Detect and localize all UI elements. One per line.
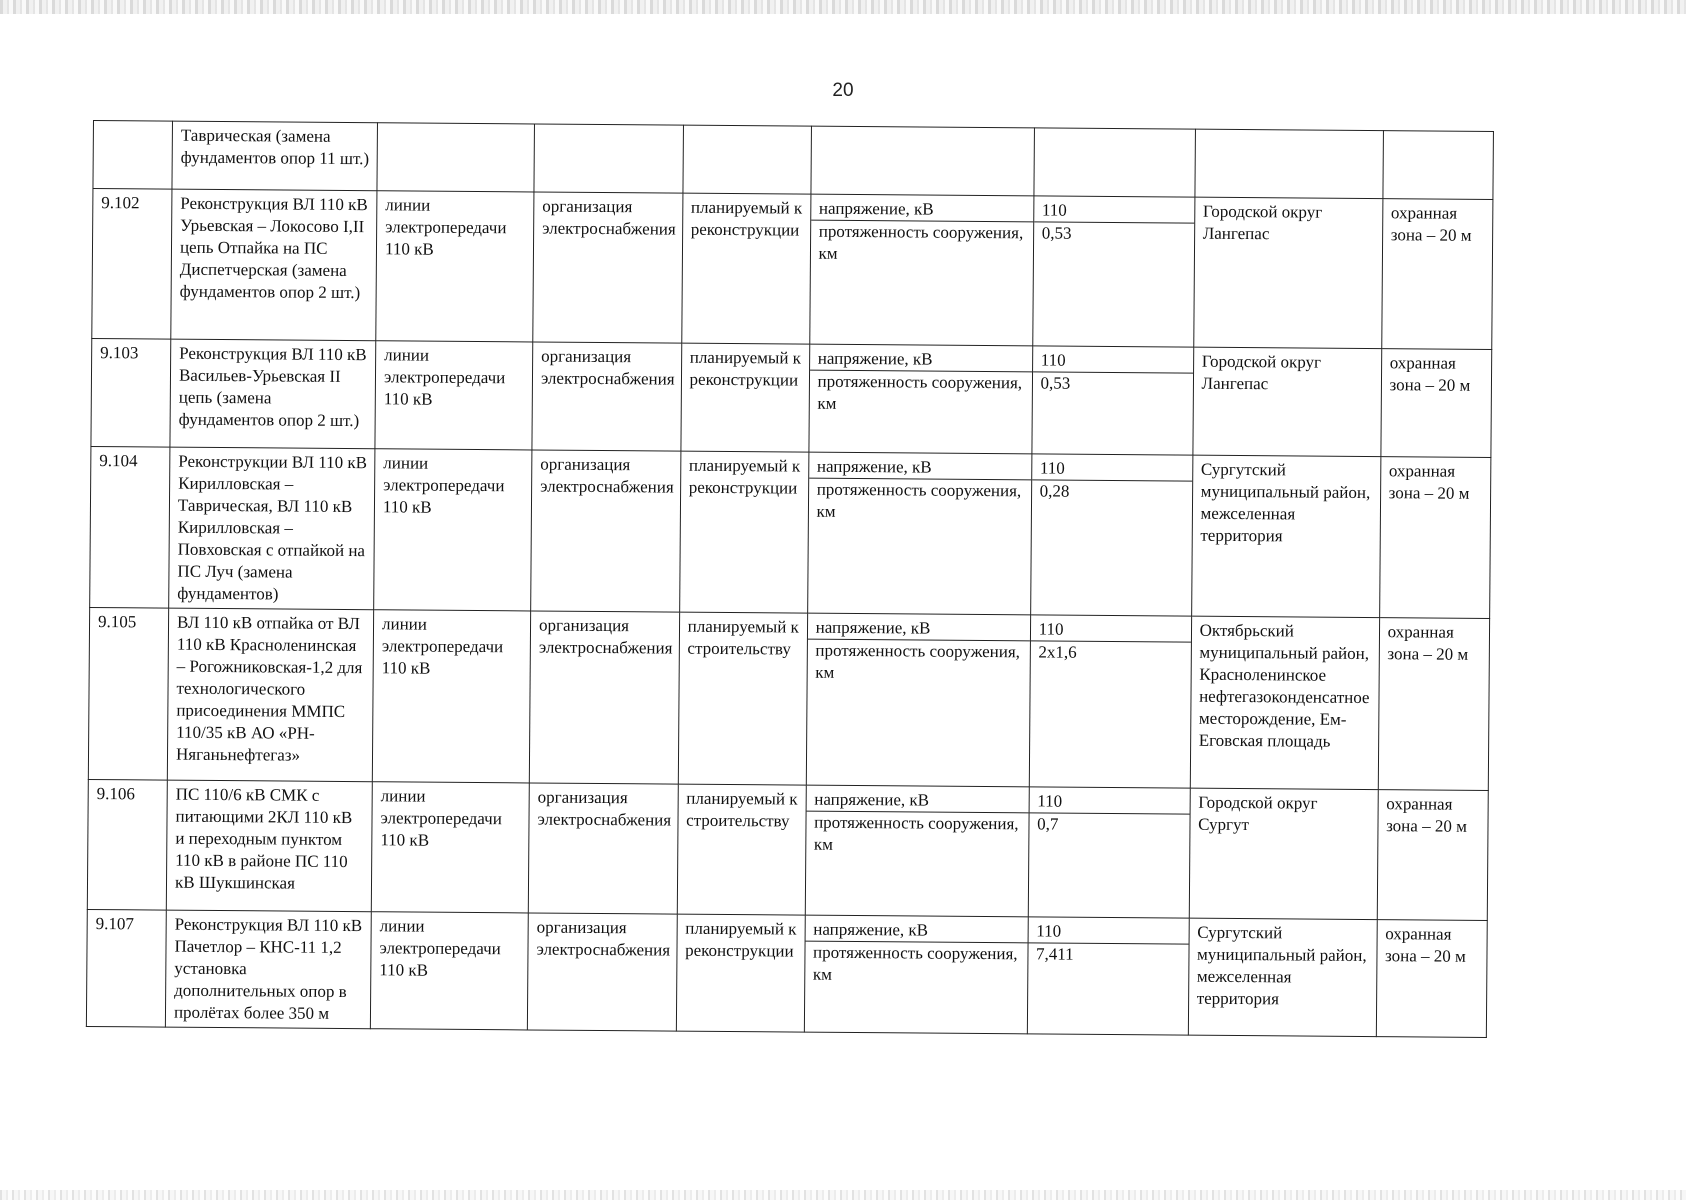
cell-param (804, 915, 1028, 1034)
cell-zone: охранная зона – 20 м (1379, 457, 1490, 619)
param-2: протяженность сооружения, км (812, 942, 1018, 984)
cell-num (93, 121, 173, 190)
cell-status (683, 125, 812, 194)
cell-param (806, 613, 1030, 787)
cell-status: планируемый к реконструкции (681, 343, 810, 452)
param-2: протяженность сооружения, км (813, 812, 1019, 854)
value-1: 110 (1031, 615, 1191, 642)
cell-value (1032, 196, 1194, 347)
cell-purpose: организация электроснабжения (531, 450, 681, 612)
cell-name: Реконструкция ВЛ 110 кВ Урьевская – Локосово I,II цепь Отпайка на ПС Диспетчерская (замена фундаментов опор 2 шт.) (171, 189, 377, 341)
cell-status: планируемый к реконструкции (676, 914, 805, 1032)
cell-purpose: организация электроснабжения (527, 913, 677, 1031)
cell-name: Реконструкция ВЛ 110 кВ Васильев-Урьевская II цепь (замена фундаментов опор 2 шт.) (170, 339, 376, 449)
cell-num: 9.102 (92, 189, 172, 340)
table-row (90, 446, 1491, 618)
cell-param (809, 194, 1033, 346)
param-1: напряжение, кВ (808, 614, 1030, 642)
cell-zone: охранная зона – 20 м (1377, 790, 1488, 921)
cell-status: планируемый к строительству (678, 612, 807, 785)
cell-name: ПС 110/6 кВ СМК с питающими 2КЛ 110 кВ и переходным пунктом 110 кВ в районе ПС 110 кВ Шукшинская (166, 780, 372, 912)
value-1: 110 (1028, 917, 1188, 944)
cell-param (805, 785, 1029, 917)
cell-num: 9.104 (90, 446, 170, 608)
table-row (91, 338, 1491, 457)
cell-location: Сургутский муниципальный район, межселенная территория (1188, 918, 1377, 1036)
param-1: напряжение, кВ (809, 453, 1031, 481)
param-1: напряжение, кВ (810, 345, 1032, 373)
value-2: 0,53 (1040, 373, 1071, 393)
cell-type (377, 123, 535, 192)
value-1: 110 (1032, 454, 1192, 481)
cell-type: линии электропередачи 110 кВ (370, 912, 528, 1030)
value-2: 0,53 (1041, 223, 1072, 243)
cell-param (809, 344, 1033, 454)
cell-num: 9.103 (91, 338, 171, 447)
cell-location: Сургутский муниципальный район, межселенная территория (1191, 455, 1380, 617)
cell-type: линии электропередачи 110 кВ (375, 341, 533, 450)
cell-value (1032, 346, 1194, 455)
table-row (87, 779, 1488, 920)
cell-zone: охранная зона – 20 м (1381, 199, 1492, 350)
value-2: 0,7 (1037, 814, 1059, 834)
cell-status: планируемый к реконструкции (681, 193, 810, 344)
cell-status: планируемый к строительству (677, 784, 806, 915)
value-2: 2х1,6 (1038, 642, 1077, 662)
param-1: напряжение, кВ (811, 195, 1033, 223)
cell-type: линии электропередачи 110 кВ (372, 610, 530, 783)
value-2: 7,411 (1036, 944, 1074, 964)
cell-num: 9.107 (86, 909, 166, 1027)
param-2: протяженность сооружения, км (815, 640, 1021, 682)
table-row (88, 607, 1489, 790)
cell-name: Таврическая (замена фундаментов опор 11 шт.) (172, 121, 378, 191)
cell-location: Городской округ Лангепас (1193, 197, 1382, 348)
cell-zone: охранная зона – 20 м (1376, 920, 1487, 1038)
scan-edge-top (0, 0, 1686, 14)
cell-type: линии электропередачи 110 кВ (376, 191, 534, 342)
cell-zone: охранная зона – 20 м (1378, 618, 1489, 791)
cell-name: ВЛ 110 кВ отпайка от ВЛ 110 кВ Красноленинская – Рогожниковская-1,2 для технологического присоединения ММПС 110/35 кВ АО «РН-Няганьнефтегаз» (167, 608, 373, 782)
page-number: 20 (832, 80, 854, 101)
cell-param (807, 452, 1031, 615)
cell-purpose: организация электроснабжения (528, 783, 678, 914)
cell-purpose (534, 124, 683, 193)
cell-type: линии электропередачи 110 кВ (374, 449, 532, 611)
cell-value (1034, 128, 1196, 197)
cell-name: Реконструкции ВЛ 110 кВ Кирилловская – Таврическая, ВЛ 110 кВ Кирилловская – Повховская с отпайкой на ПС Луч (замена фундаментов) (169, 447, 375, 610)
value-1: 110 (1029, 787, 1189, 814)
cell-location (1195, 129, 1384, 198)
table-row-continuation (93, 121, 1493, 200)
cell-value (1029, 615, 1191, 788)
cell-value (1027, 917, 1189, 1035)
param-1: напряжение, кВ (806, 786, 1028, 814)
param-2: протяженность сооружения, км (816, 479, 1022, 521)
table-row (92, 189, 1493, 350)
cell-location: Городской округ Лангепас (1193, 347, 1382, 456)
cell-name: Реконструкция ВЛ 110 кВ Пачетлор – КНС-11 1,2 установка дополнительных опор в пролётах более 350 м (165, 910, 371, 1029)
cell-zone: охранная зона – 20 м (1381, 349, 1492, 458)
infrastructure-table (86, 120, 1494, 1038)
cell-zone (1383, 131, 1494, 200)
table-row (86, 909, 1486, 1037)
cell-num: 9.106 (87, 779, 167, 910)
cell-num: 9.105 (88, 607, 168, 780)
value-1: 110 (1033, 346, 1193, 373)
cell-purpose: организация электроснабжения (532, 342, 681, 451)
param-2: протяженность сооружения, км (817, 371, 1023, 413)
cell-location: Городской округ Сургут (1189, 788, 1378, 919)
value-1: 110 (1034, 196, 1194, 223)
cell-param (811, 126, 1035, 196)
cell-value (1030, 454, 1192, 616)
cell-type: линии электропередачи 110 кВ (371, 782, 529, 913)
value-2: 0,28 (1039, 481, 1070, 501)
cell-purpose: организация электроснабжения (533, 192, 683, 343)
cell-purpose: организация электроснабжения (529, 611, 679, 784)
cell-value (1028, 787, 1190, 918)
param-1: напряжение, кВ (805, 916, 1027, 944)
cell-location: Октябрьский муниципальный район, Красноленинское нефтегазоконденсатное месторождение, Ем-Еговская площадь (1190, 616, 1379, 789)
cell-status: планируемый к реконструкции (679, 451, 808, 613)
param-2: протяженность сооружения, км (818, 221, 1024, 263)
scan-edge-bottom (0, 1190, 1686, 1200)
